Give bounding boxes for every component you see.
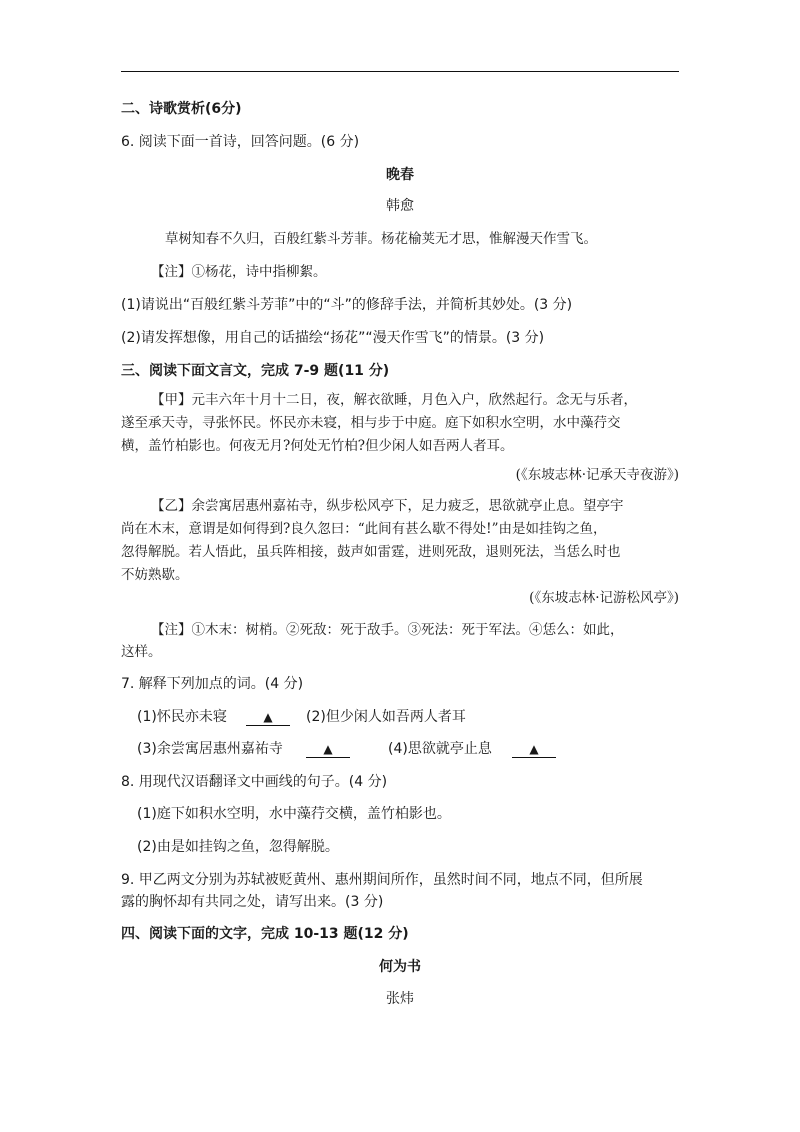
poem-text: 草树知春不久归，百般红紫斗芳菲。杨花榆荚无才思，惟解漫天作雪飞。 bbox=[165, 231, 597, 247]
q7-item-4: (4)思欲就亭止息 bbox=[388, 741, 492, 757]
question-7: 7. 解释下列加点的词。(4 分) bbox=[121, 676, 304, 692]
passage-line: 【甲】元丰六年十月十二日，夜，解衣欲睡，月色入户，欣然起行。念无与乐者， bbox=[151, 392, 637, 408]
question-6: 6. 阅读下面一首诗，回答问题。(6 分) bbox=[121, 134, 360, 150]
poem-note: 【注】①杨花，诗中指柳絮。 bbox=[151, 264, 327, 280]
q7-item-3: (3)余尝寓居惠州嘉祐寺 bbox=[137, 741, 283, 757]
question-6-2: (2)请发挥想像，用自己的话描绘“扬花”“漫天作雪飞”的情景。(3 分) bbox=[121, 330, 545, 346]
triangle-icon: ▲ bbox=[512, 741, 556, 758]
passage-yi-source: (《东坡志林·记游松风亭》) bbox=[529, 590, 679, 606]
answer-blank[interactable] bbox=[512, 740, 556, 758]
question-6-1: (1)请说出“百般红紫斗芳菲”中的“斗”的修辞手法，并简析其妙处。(3 分) bbox=[121, 297, 573, 313]
article-author: 张炜 bbox=[386, 991, 414, 1007]
passage-line: 横，盖竹柏影也。何夜无月?何处无竹柏?但少闲人如吾两人者耳。 bbox=[121, 438, 514, 454]
passage-line: 尚在木末，意谓是如何得到?良久忽曰：“此间有甚么歇不得处!”由是如挂钩之鱼， bbox=[121, 521, 607, 537]
triangle-icon: ▲ bbox=[246, 709, 290, 726]
poem-title: 晚春 bbox=[386, 167, 414, 183]
section2-heading: 二、诗歌赏析(6分) bbox=[121, 101, 242, 117]
poem-author: 韩愈 bbox=[386, 198, 414, 214]
note-line: 这样。 bbox=[121, 644, 162, 660]
q8-item-2: (2)由是如挂钩之鱼，忽得解脱。 bbox=[137, 839, 339, 855]
q8-item-1: (1)庭下如积水空明，水中藻荇交横，盖竹柏影也。 bbox=[137, 806, 451, 822]
question-8: 8. 用现代汉语翻译文中画线的句子。(4 分) bbox=[121, 774, 388, 790]
section3-heading: 三、阅读下面文言文，完成 7-9 题(11 分) bbox=[121, 363, 390, 379]
question-9-line: 露的胸怀却有共同之处，请写出来。(3 分) bbox=[121, 894, 384, 910]
article-title: 何为书 bbox=[379, 959, 421, 975]
triangle-icon: ▲ bbox=[306, 741, 350, 758]
note-line: 【注】①木末：树梢。②死敌：死于敌手。③死法：死于军法。④恁么：如此， bbox=[151, 622, 624, 638]
answer-blank[interactable] bbox=[246, 708, 290, 726]
answer-blank[interactable] bbox=[306, 740, 350, 758]
passage-jia-source: (《东坡志林·记承天寺夜游》) bbox=[515, 467, 679, 483]
passage-line: 【乙】余尝寓居惠州嘉祐寺，纵步松风亭下，足力疲乏，思欲就亭止息。望亭宇 bbox=[151, 498, 624, 514]
question-9-line: 9. 甲乙两文分别为苏轼被贬黄州、惠州期间所作，虽然时间不同，地点不同，但所展 bbox=[121, 872, 643, 888]
passage-line: 忽得解脱。若人悟此，虽兵阵相接，鼓声如雷霆，进则死敌，退则死法，当恁么时也 bbox=[121, 544, 621, 560]
q7-item-1: (1)怀民亦未寝 bbox=[137, 709, 227, 725]
passage-line: 不妨熟歇。 bbox=[121, 567, 189, 583]
header-rule bbox=[121, 71, 679, 72]
section4-heading: 四、阅读下面的文字，完成 10-13 题(12 分) bbox=[121, 926, 409, 942]
q7-item-2: (2)但少闲人如吾两人者耳 bbox=[306, 709, 466, 725]
passage-line: 遂至承天寺，寻张怀民。怀民亦未寝，相与步于中庭。庭下如积水空明，水中藻荇交 bbox=[121, 415, 621, 431]
